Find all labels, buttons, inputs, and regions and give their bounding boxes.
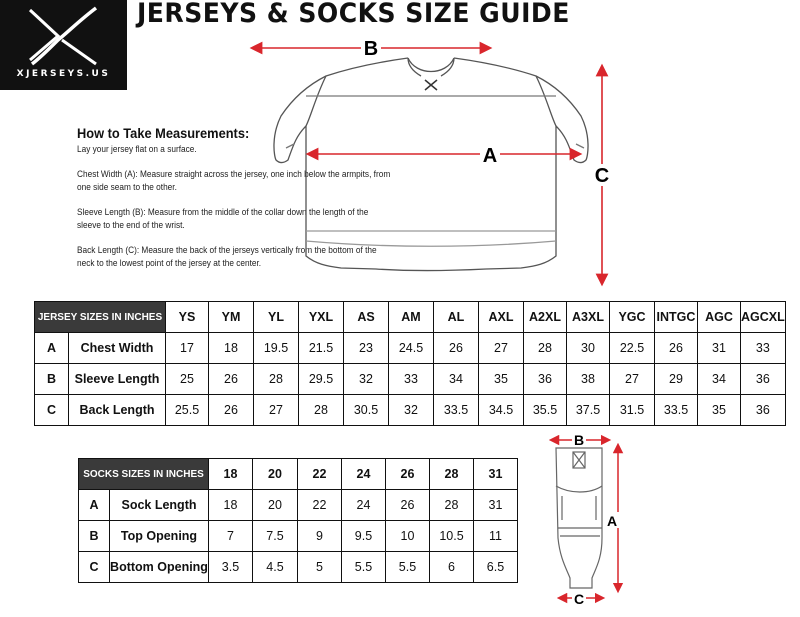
table-cell: 33 [741,333,786,364]
sock-diagram [540,428,650,608]
size-header: YXL [299,302,344,333]
table-cell: 23 [344,333,389,364]
table-cell: 7 [209,521,253,552]
table-cell: 36 [741,395,786,426]
size-header: 24 [342,459,386,490]
table-cell: 32 [344,364,389,395]
table-cell: 33.5 [655,395,698,426]
size-header: AGCXL [741,302,786,333]
row-key: A [35,333,69,364]
table-cell: 3.5 [209,552,253,583]
row-label: Chest Width [69,333,166,364]
instructions-intro: Lay your jersey flat on a surface. [77,144,197,154]
size-header: 31 [474,459,518,490]
row-label: Top Opening [110,521,209,552]
table-cell: 7.5 [253,521,298,552]
size-header: 18 [209,459,253,490]
size-header: AGC [698,302,741,333]
table-cell: 25.5 [166,395,209,426]
table-cell: 10 [386,521,430,552]
table-row [79,552,518,583]
table-cell: 10.5 [430,521,474,552]
socks-size-table [78,458,518,583]
table-cell: 28 [524,333,567,364]
table-cell: 26 [209,364,254,395]
sock-label-b: B [573,432,585,448]
table-cell: 18 [209,490,253,521]
table-cell: 35.5 [524,395,567,426]
brand-logo [0,0,127,90]
table-cell: 28 [299,395,344,426]
table-cell: 34 [434,364,479,395]
table-cell: 21.5 [299,333,344,364]
table-cell: 33.5 [434,395,479,426]
row-key: B [79,521,110,552]
jersey-size-table [34,301,786,426]
table-cell: 26 [209,395,254,426]
table-cell: 18 [209,333,254,364]
table-cell: 31 [698,333,741,364]
table-cell: 22 [298,490,342,521]
row-label: Bottom Opening [110,552,209,583]
size-header: YL [254,302,299,333]
row-key: B [35,364,69,395]
row-label: Sleeve Length [69,364,166,395]
table-row [35,395,786,426]
table-cell: 24.5 [389,333,434,364]
size-header: 28 [430,459,474,490]
size-header: AM [389,302,434,333]
table-cell: 22.5 [610,333,655,364]
table-cell: 27 [254,395,299,426]
table-row [79,521,518,552]
instructions-sleeve: Sleeve Length (B): Measure from the middle of the collar down the length of the sleeve to the end of the wrist. [77,207,369,230]
table-cell: 5.5 [342,552,386,583]
table-cell: 26 [655,333,698,364]
size-header: 26 [386,459,430,490]
size-header: A2XL [524,302,567,333]
table-cell: 9 [298,521,342,552]
instructions-back: Back Length (C): Measure the back of the jerseys vertically from the bottom of the neck to the lowest point of the jersey at the center. [77,245,377,268]
table-cell: 28 [430,490,474,521]
table-cell: 35 [479,364,524,395]
jersey-table-header: JERSEY SIZES IN INCHES [35,302,166,333]
x-logo-icon [0,0,127,70]
row-key: C [35,395,69,426]
size-header: YS [166,302,209,333]
jersey-diagram [236,36,626,291]
table-cell: 38 [567,364,610,395]
table-cell: 25 [166,364,209,395]
jersey-label-b: B [363,38,379,60]
table-cell: 30 [567,333,610,364]
page-title: JERSEYS & SOCKS SIZE GUIDE [137,0,570,29]
size-header: 22 [298,459,342,490]
table-cell: 4.5 [253,552,298,583]
size-header: AXL [479,302,524,333]
table-cell: 5 [298,552,342,583]
table-cell: 26 [386,490,430,521]
row-key: C [79,552,110,583]
table-cell: 29 [655,364,698,395]
table-cell: 5.5 [386,552,430,583]
table-cell: 29.5 [299,364,344,395]
instructions-heading: How to Take Measurements: [77,126,250,141]
table-cell: 37.5 [567,395,610,426]
table-cell: 33 [389,364,434,395]
size-header: AS [344,302,389,333]
instructions-chest: Chest Width (A): Measure straight across the jersey, one inch below the armpits, from one side seam to the other. [77,169,391,192]
table-cell: 31 [474,490,518,521]
table-cell: 27 [479,333,524,364]
table-cell: 35 [698,395,741,426]
table-cell: 31.5 [610,395,655,426]
table-cell: 19.5 [254,333,299,364]
collar-x-icon [425,80,437,90]
table-cell: 30.5 [344,395,389,426]
table-cell: 28 [254,364,299,395]
table-row [79,490,518,521]
table-cell: 20 [253,490,298,521]
jersey-table-header-row [35,302,786,333]
table-cell: 36 [524,364,567,395]
jersey-label-a: A [482,145,498,167]
table-row [35,333,786,364]
table-cell: 34.5 [479,395,524,426]
jersey-label-c: C [594,165,610,187]
table-cell: 24 [342,490,386,521]
logo-text: XJERSEYS.US [16,69,111,79]
table-cell: 17 [166,333,209,364]
jersey-outline [274,58,588,271]
sock-label-c: C [573,591,585,607]
size-header: 20 [253,459,298,490]
row-key: A [79,490,110,521]
sock-label-a: A [606,513,618,529]
table-cell: 36 [741,364,786,395]
size-header: INTGC [655,302,698,333]
table-cell: 6 [430,552,474,583]
table-cell: 26 [434,333,479,364]
table-cell: 11 [474,521,518,552]
size-header: YGC [610,302,655,333]
row-label: Back Length [69,395,166,426]
table-cell: 34 [698,364,741,395]
size-header: AL [434,302,479,333]
socks-table-header: SOCKS SIZES IN INCHES [79,459,209,490]
row-label: Sock Length [110,490,209,521]
table-cell: 9.5 [342,521,386,552]
size-header: A3XL [567,302,610,333]
table-cell: 6.5 [474,552,518,583]
table-cell: 32 [389,395,434,426]
socks-table-header-row [79,459,518,490]
table-cell: 27 [610,364,655,395]
size-header: YM [209,302,254,333]
table-row [35,364,786,395]
sock-outline [556,448,602,588]
